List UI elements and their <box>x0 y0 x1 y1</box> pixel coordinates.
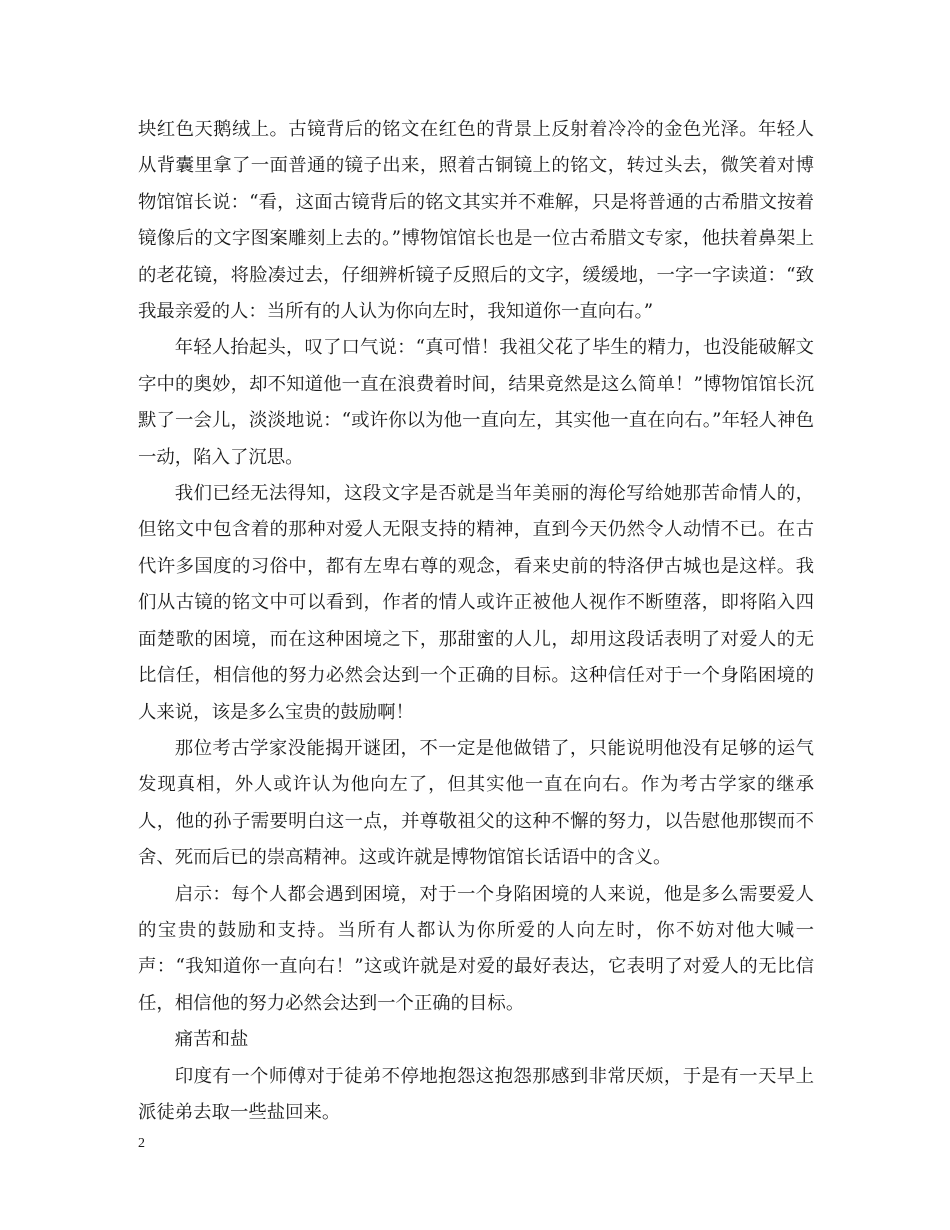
paragraph: 我们已经无法得知，这段文字是否就是当年美丽的海伦写给她那苦命情人的，但铭文中包含着的那种对爱人无限支持的精神，直到今天仍然令人动情不已。在古代许多国度的习俗中，都有左卑右尊的观念，看来史前的特洛伊古城也是这样。我们从古镜的铭文中可以看到，作者的情人或许正被他人视作不断堕落，即将陷入四面楚歌的困境，而在这种困境之下，那甜蜜的人儿，却用这段话表明了对爱人的无比信任，相信他的努力必然会达到一个正确的目标。这种信任对于一个身陷困境的人来说，该是多么宝贵的鼓励啊！ <box>138 483 814 723</box>
paragraph: 启示：每个人都会遇到困境，对于一个身陷困境的人来说，他是多么需要爱人的宝贵的鼓励和支持。当所有人都认为你所爱的人向左时，你不妨对他大喊一声：“我知道你一直向右！”这或许就是对爱的最好表达，它表明了对爱人的无比信任，相信他的努力必然会达到一个正确的目标。 <box>138 883 814 1014</box>
paragraph-continuation: 块红色天鹅绒上。古镜背后的铭文在红色的背景上反射着冷冷的金色光泽。年轻人从背囊里拿了一面普通的镜子出来，照着古铜镜上的铭文，转过头去，微笑着对博物馆馆长说：“看，这面古镜背后的铭文其实并不难解，只是将普通的古希腊文按着镜像后的文字图案雕刻上去的。”博物馆馆长也是一位古希腊文专家，他扶着鼻架上的老花镜，将脸凑过去，仔细辨析镜子反照后的文字，缓缓地，一字一字读道：“致我最亲爱的人：当所有的人认为你向左时，我知道你一直向右。” <box>138 119 814 323</box>
page-number: 2 <box>138 1136 145 1151</box>
section-heading: 痛苦和盐 <box>174 1029 249 1051</box>
document-body <box>138 112 814 1131</box>
paragraph: 印度有一个师傅对于徒弟不停地抱怨这抱怨那感到非常厌烦，于是有一天早上派徒弟去取一些盐回来。 <box>138 1065 814 1123</box>
paragraph: 年轻人抬起头，叹了口气说：“真可惜！我祖父花了毕生的精力，也没能破解文字中的奥妙，却不知道他一直在浪费着时间，结果竟然是这么简单！”博物馆馆长沉默了一会儿，淡淡地说：“或许你以为他一直向左，其实他一直在向右。”年轻人神色一动，陷入了沉思。 <box>138 337 814 468</box>
paragraph: 那位考古学家没能揭开谜团，不一定是他做错了，只能说明他没有足够的运气发现真相，外人或许认为他向左了，但其实他一直在向右。作为考古学家的继承人，他的孙子需要明白这一点，并尊敬祖父的这种不懈的努力，以告慰他那锲而不舍、死而后已的崇高精神。这或许就是博物馆馆长话语中的含义。 <box>138 737 814 869</box>
